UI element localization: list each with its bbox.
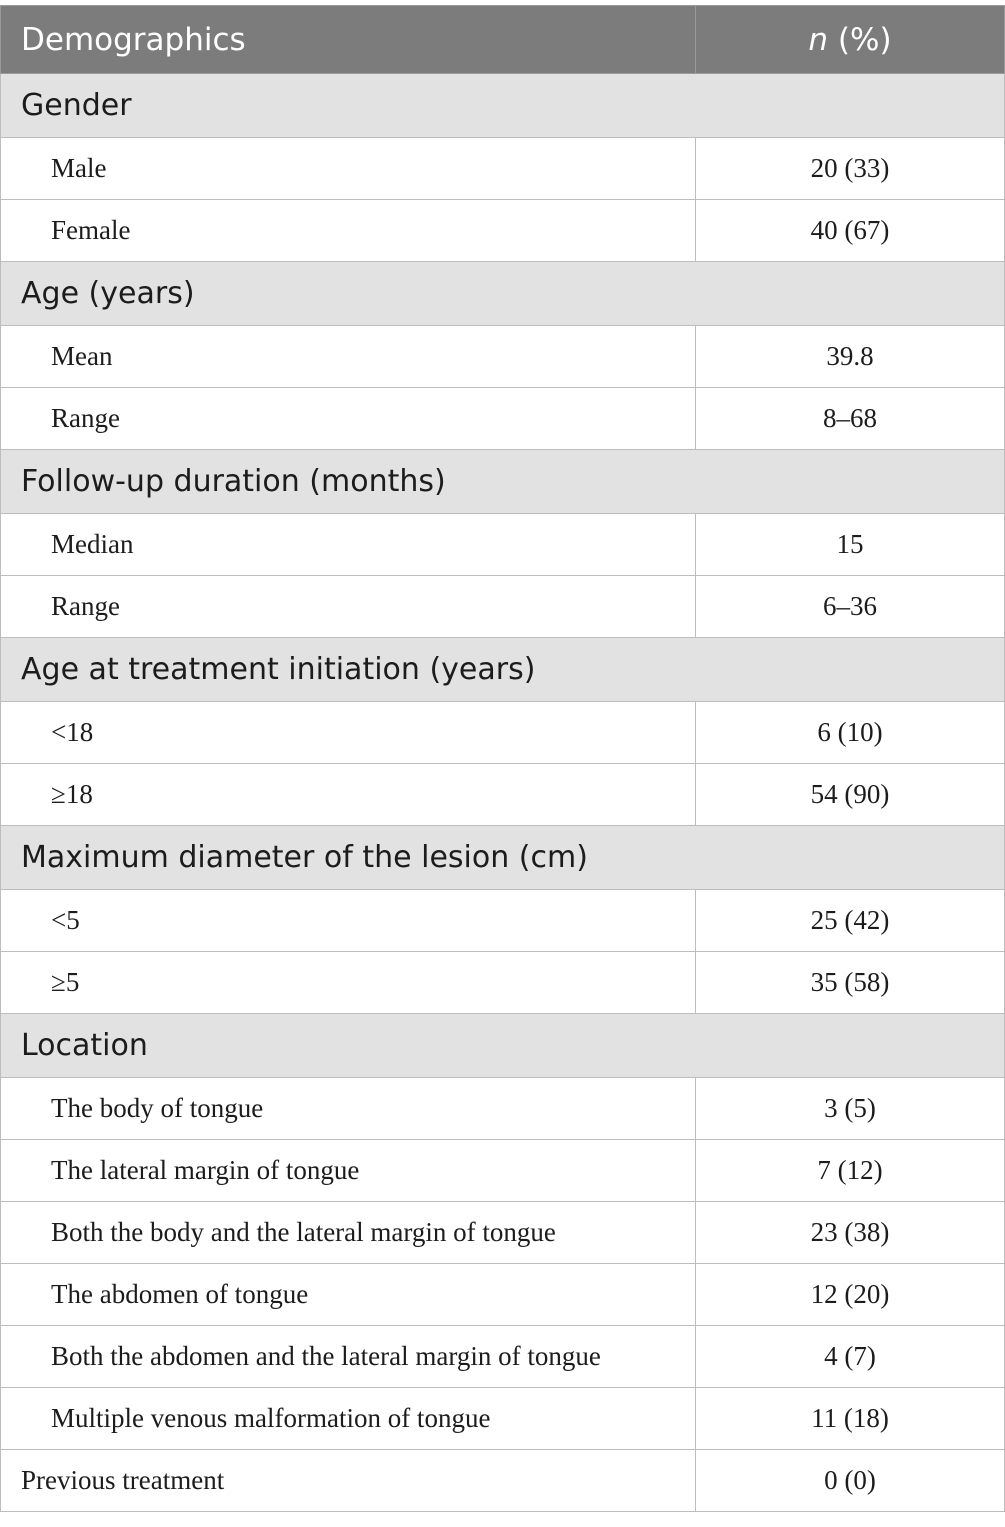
row-value: 0 (0) bbox=[696, 1450, 1005, 1512]
row-value: 11 (18) bbox=[696, 1388, 1005, 1450]
section-row bbox=[1, 74, 1005, 138]
table-header-row bbox=[1, 6, 1005, 74]
row-value: 15 bbox=[696, 514, 1005, 576]
section-row bbox=[1, 450, 1005, 514]
section-title: Gender bbox=[1, 74, 1005, 138]
section-row bbox=[1, 262, 1005, 326]
row-label: <5 bbox=[1, 890, 696, 952]
row-value: 23 (38) bbox=[696, 1202, 1005, 1264]
row-value: 3 (5) bbox=[696, 1078, 1005, 1140]
row-value: 25 (42) bbox=[696, 890, 1005, 952]
row-label: The abdomen of tongue bbox=[1, 1264, 696, 1326]
row-value: 35 (58) bbox=[696, 952, 1005, 1014]
row-label: Both the abdomen and the lateral margin of tongue bbox=[1, 1326, 696, 1388]
row-label: Median bbox=[1, 514, 696, 576]
row-label: Range bbox=[1, 576, 696, 638]
row-value: 54 (90) bbox=[696, 764, 1005, 826]
header-n: n bbox=[808, 21, 829, 58]
row-label: ≥18 bbox=[1, 764, 696, 826]
row-label: Both the body and the lateral margin of tongue bbox=[1, 1202, 696, 1264]
header-n-percent bbox=[696, 6, 1005, 74]
row-value: 6–36 bbox=[696, 576, 1005, 638]
table-row bbox=[1, 138, 1005, 200]
table-row bbox=[1, 200, 1005, 262]
row-label: Multiple venous malformation of tongue bbox=[1, 1388, 696, 1450]
section-row bbox=[1, 638, 1005, 702]
row-value: 12 (20) bbox=[696, 1264, 1005, 1326]
row-label: The body of tongue bbox=[1, 1078, 696, 1140]
table-row bbox=[1, 890, 1005, 952]
table-row bbox=[1, 702, 1005, 764]
section-row bbox=[1, 1014, 1005, 1078]
table-row bbox=[1, 326, 1005, 388]
table-row bbox=[1, 1388, 1005, 1450]
row-label: ≥5 bbox=[1, 952, 696, 1014]
table-row bbox=[1, 514, 1005, 576]
section-row bbox=[1, 826, 1005, 890]
table-row bbox=[1, 764, 1005, 826]
row-label: Range bbox=[1, 388, 696, 450]
table-row bbox=[1, 1202, 1005, 1264]
table-row bbox=[1, 1264, 1005, 1326]
section-title: Age at treatment initiation (years) bbox=[1, 638, 1005, 702]
table-row bbox=[1, 1140, 1005, 1202]
table-row bbox=[1, 952, 1005, 1014]
row-value: 4 (7) bbox=[696, 1326, 1005, 1388]
row-label: Mean bbox=[1, 326, 696, 388]
header-demographics: Demographics bbox=[1, 6, 696, 74]
table-row bbox=[1, 388, 1005, 450]
demographics-table bbox=[0, 5, 1005, 1512]
section-title: Location bbox=[1, 1014, 1005, 1078]
header-percent: (%) bbox=[828, 21, 892, 58]
row-value: 6 (10) bbox=[696, 702, 1005, 764]
row-value: 7 (12) bbox=[696, 1140, 1005, 1202]
section-title: Maximum diameter of the lesion (cm) bbox=[1, 826, 1005, 890]
table-row bbox=[1, 576, 1005, 638]
row-label: <18 bbox=[1, 702, 696, 764]
row-label: Previous treatment bbox=[1, 1450, 696, 1512]
row-value: 8–68 bbox=[696, 388, 1005, 450]
table-row bbox=[1, 1078, 1005, 1140]
row-value: 40 (67) bbox=[696, 200, 1005, 262]
section-title: Age (years) bbox=[1, 262, 1005, 326]
row-label: Male bbox=[1, 138, 696, 200]
row-label: Female bbox=[1, 200, 696, 262]
section-title: Follow-up duration (months) bbox=[1, 450, 1005, 514]
row-value: 39.8 bbox=[696, 326, 1005, 388]
table-row bbox=[1, 1326, 1005, 1388]
table-row-previous-treatment bbox=[1, 1450, 1005, 1512]
row-value: 20 (33) bbox=[696, 138, 1005, 200]
row-label: The lateral margin of tongue bbox=[1, 1140, 696, 1202]
